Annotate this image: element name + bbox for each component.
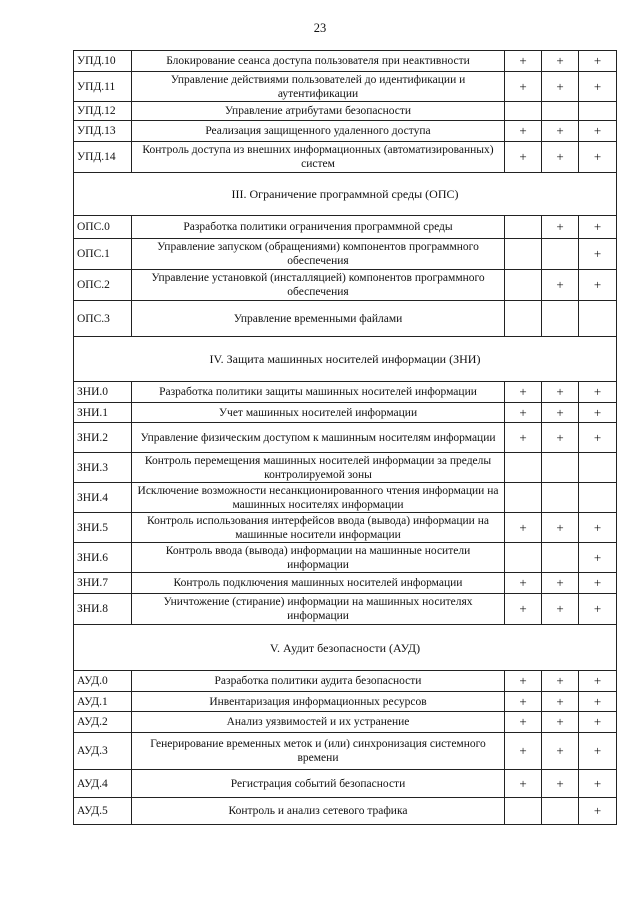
table-row xyxy=(74,453,617,483)
protection-level-2-mark: + xyxy=(542,671,579,692)
measure-code: ОПС.3 xyxy=(74,301,132,337)
protection-level-1-mark xyxy=(505,543,542,573)
table-body xyxy=(74,51,617,825)
measure-code: УПД.14 xyxy=(74,142,132,173)
protection-level-1-mark: + xyxy=(505,403,542,423)
table-row xyxy=(74,573,617,594)
protection-level-3-mark: + xyxy=(579,121,617,142)
protection-level-3-mark: + xyxy=(579,72,617,102)
measure-code: ЗНИ.3 xyxy=(74,453,132,483)
protection-level-1-mark xyxy=(505,270,542,301)
measure-name: Исключение возможности несанкционированного чтения информации на машинных носителях информации xyxy=(132,483,505,513)
protection-level-3-mark xyxy=(579,453,617,483)
measure-code: ЗНИ.7 xyxy=(74,573,132,594)
measure-code: АУД.4 xyxy=(74,770,132,798)
protection-level-3-mark: + xyxy=(579,594,617,625)
measure-name: Контроль и анализ сетевого трафика xyxy=(132,798,505,825)
measure-name: Контроль доступа из внешних информационных (автоматизированных) систем xyxy=(132,142,505,173)
measure-name: Анализ уязвимостей и их устранение xyxy=(132,712,505,733)
table-row xyxy=(74,51,617,72)
table-row xyxy=(74,483,617,513)
table-row xyxy=(74,301,617,337)
measure-name: Контроль использования интерфейсов ввода (вывода) информации на машинные носители информации xyxy=(132,513,505,543)
protection-level-2-mark: + xyxy=(542,733,579,770)
measure-code: ОПС.0 xyxy=(74,216,132,239)
protection-level-1-mark: + xyxy=(505,712,542,733)
measure-name: Контроль ввода (вывода) информации на машинные носители информации xyxy=(132,543,505,573)
measure-name: Учет машинных носителей информации xyxy=(132,403,505,423)
measure-code: АУД.1 xyxy=(74,692,132,712)
protection-level-1-mark: + xyxy=(505,733,542,770)
protection-level-1-mark xyxy=(505,798,542,825)
measure-code: УПД.12 xyxy=(74,102,132,121)
measure-name: Блокирование сеанса доступа пользователя при неактивности xyxy=(132,51,505,72)
protection-level-2-mark: + xyxy=(542,770,579,798)
protection-level-3-mark: + xyxy=(579,142,617,173)
protection-level-3-mark: + xyxy=(579,216,617,239)
protection-level-3-mark: + xyxy=(579,671,617,692)
section-title: V. Аудит безопасности (АУД) xyxy=(74,625,617,671)
security-measures-table xyxy=(73,50,617,825)
measure-code: УПД.11 xyxy=(74,72,132,102)
protection-level-2-mark: + xyxy=(542,692,579,712)
protection-level-3-mark: + xyxy=(579,239,617,270)
measure-code: ЗНИ.8 xyxy=(74,594,132,625)
protection-level-2-mark: + xyxy=(542,142,579,173)
measure-name: Инвентаризация информационных ресурсов xyxy=(132,692,505,712)
measure-name: Разработка политики ограничения программной среды xyxy=(132,216,505,239)
measure-code: ЗНИ.4 xyxy=(74,483,132,513)
protection-level-2-mark: + xyxy=(542,51,579,72)
table-row xyxy=(74,543,617,573)
protection-level-1-mark xyxy=(505,239,542,270)
protection-level-1-mark xyxy=(505,453,542,483)
measure-code: ЗНИ.0 xyxy=(74,382,132,403)
measure-code: УПД.10 xyxy=(74,51,132,72)
protection-level-2-mark xyxy=(542,301,579,337)
section-header-row xyxy=(74,337,617,382)
protection-level-2-mark xyxy=(542,453,579,483)
protection-level-2-mark: + xyxy=(542,121,579,142)
measure-code: АУД.0 xyxy=(74,671,132,692)
protection-level-2-mark xyxy=(542,798,579,825)
protection-level-1-mark: + xyxy=(505,671,542,692)
measure-name: Контроль подключения машинных носителей информации xyxy=(132,573,505,594)
measure-name: Разработка политики аудита безопасности xyxy=(132,671,505,692)
measure-name: Управление физическим доступом к машинным носителям информации xyxy=(132,423,505,453)
measure-name: Управление установкой (инсталляцией) компонентов программного обеспечения xyxy=(132,270,505,301)
protection-level-3-mark xyxy=(579,102,617,121)
protection-level-2-mark xyxy=(542,102,579,121)
protection-level-3-mark: + xyxy=(579,770,617,798)
table-row xyxy=(74,142,617,173)
table-row xyxy=(74,594,617,625)
table-row xyxy=(74,513,617,543)
protection-level-3-mark: + xyxy=(579,270,617,301)
protection-level-3-mark: + xyxy=(579,51,617,72)
protection-level-1-mark: + xyxy=(505,692,542,712)
protection-level-3-mark: + xyxy=(579,573,617,594)
table-row xyxy=(74,770,617,798)
protection-level-3-mark: + xyxy=(579,382,617,403)
protection-level-3-mark: + xyxy=(579,798,617,825)
protection-level-2-mark: + xyxy=(542,403,579,423)
protection-level-1-mark: + xyxy=(505,142,542,173)
protection-level-1-mark: + xyxy=(505,573,542,594)
protection-level-1-mark: + xyxy=(505,51,542,72)
protection-level-1-mark: + xyxy=(505,121,542,142)
measure-code: ОПС.2 xyxy=(74,270,132,301)
measure-name: Управление атрибутами безопасности xyxy=(132,102,505,121)
protection-level-2-mark: + xyxy=(542,72,579,102)
protection-level-2-mark xyxy=(542,543,579,573)
protection-level-2-mark: + xyxy=(542,573,579,594)
protection-level-3-mark xyxy=(579,301,617,337)
protection-level-2-mark xyxy=(542,483,579,513)
protection-level-1-mark: + xyxy=(505,513,542,543)
protection-level-1-mark xyxy=(505,301,542,337)
measure-code: ЗНИ.5 xyxy=(74,513,132,543)
protection-level-1-mark: + xyxy=(505,382,542,403)
protection-level-1-mark xyxy=(505,483,542,513)
measure-code: ЗНИ.6 xyxy=(74,543,132,573)
protection-level-2-mark: + xyxy=(542,513,579,543)
measure-name: Контроль перемещения машинных носителей информации за пределы контролируемой зоны xyxy=(132,453,505,483)
table-row xyxy=(74,121,617,142)
measure-name: Генерирование временных меток и (или) синхронизация системного времени xyxy=(132,733,505,770)
table-row xyxy=(74,692,617,712)
measure-code: ЗНИ.2 xyxy=(74,423,132,453)
protection-level-1-mark: + xyxy=(505,72,542,102)
page-number: 23 xyxy=(313,21,327,35)
protection-level-2-mark xyxy=(542,239,579,270)
measure-code: АУД.5 xyxy=(74,798,132,825)
table-row xyxy=(74,382,617,403)
table-row xyxy=(74,216,617,239)
measure-name: Управление запуском (обращениями) компонентов программного обеспечения xyxy=(132,239,505,270)
measure-code: ОПС.1 xyxy=(74,239,132,270)
table-row xyxy=(74,798,617,825)
protection-level-2-mark: + xyxy=(542,216,579,239)
measure-code: АУД.3 xyxy=(74,733,132,770)
protection-level-1-mark xyxy=(505,216,542,239)
measure-name: Управление действиями пользователей до идентификации и аутентификации xyxy=(132,72,505,102)
section-header-row xyxy=(74,173,617,216)
measure-name: Реализация защищенного удаленного доступа xyxy=(132,121,505,142)
protection-level-2-mark: + xyxy=(542,594,579,625)
measure-name: Управление временными файлами xyxy=(132,301,505,337)
section-title: IV. Защита машинных носителей информации (ЗНИ) xyxy=(74,337,617,382)
measure-name: Регистрация событий безопасности xyxy=(132,770,505,798)
section-header-row xyxy=(74,625,617,671)
protection-level-3-mark: + xyxy=(579,513,617,543)
protection-level-1-mark: + xyxy=(505,594,542,625)
table-row xyxy=(74,102,617,121)
protection-level-3-mark: + xyxy=(579,733,617,770)
protection-level-3-mark: + xyxy=(579,543,617,573)
protection-level-3-mark: + xyxy=(579,403,617,423)
measure-name: Разработка политики защиты машинных носителей информации xyxy=(132,382,505,403)
protection-level-3-mark: + xyxy=(579,712,617,733)
protection-level-1-mark: + xyxy=(505,770,542,798)
protection-level-2-mark: + xyxy=(542,382,579,403)
measure-code: УПД.13 xyxy=(74,121,132,142)
protection-level-2-mark: + xyxy=(542,712,579,733)
measure-code: ЗНИ.1 xyxy=(74,403,132,423)
measure-name: Уничтожение (стирание) информации на машинных носителях информации xyxy=(132,594,505,625)
protection-level-2-mark: + xyxy=(542,423,579,453)
measure-code: АУД.2 xyxy=(74,712,132,733)
table-row xyxy=(74,239,617,270)
table-row xyxy=(74,270,617,301)
section-title: III. Ограничение программной среды (ОПС) xyxy=(74,173,617,216)
protection-level-1-mark: + xyxy=(505,423,542,453)
table-row xyxy=(74,403,617,423)
protection-level-3-mark: + xyxy=(579,423,617,453)
protection-level-2-mark: + xyxy=(542,270,579,301)
table-row xyxy=(74,671,617,692)
table-row xyxy=(74,72,617,102)
table-row xyxy=(74,712,617,733)
protection-level-3-mark: + xyxy=(579,692,617,712)
protection-level-1-mark xyxy=(505,102,542,121)
table-row xyxy=(74,733,617,770)
table-row xyxy=(74,423,617,453)
protection-level-3-mark xyxy=(579,483,617,513)
